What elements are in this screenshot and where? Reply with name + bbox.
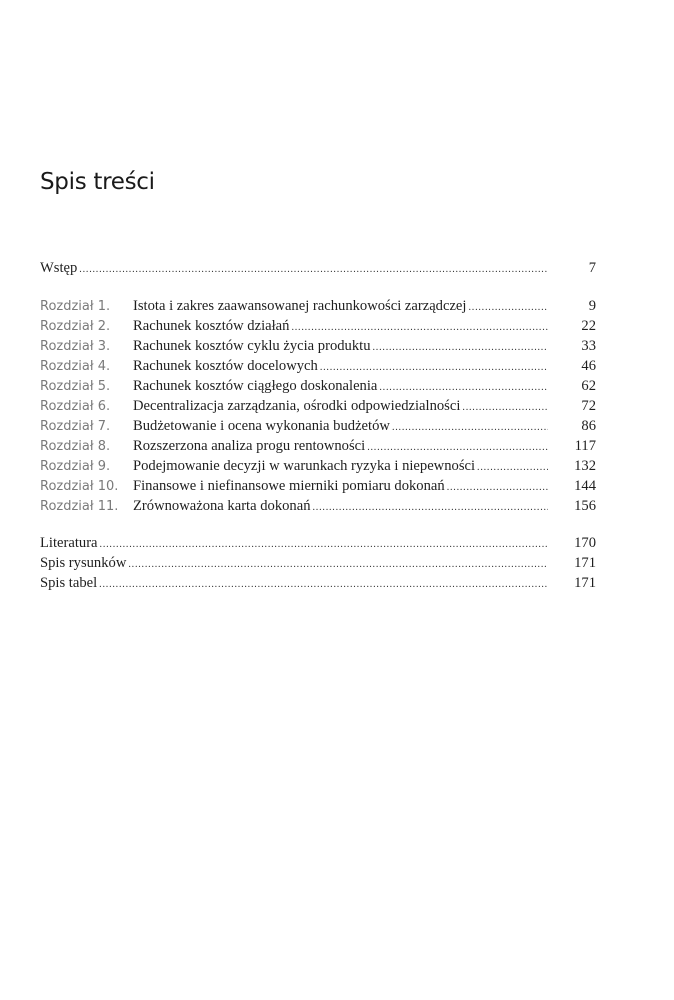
entry-title: Podejmowanie decyzji w warunkach ryzyka i niepewności	[133, 458, 476, 474]
chapter-label: Rozdział 4.	[40, 359, 111, 374]
dot-leader	[291, 319, 548, 337]
entry-title: Spis rysunków	[40, 555, 127, 571]
entry-title: Rachunek kosztów ciągłego doskonalenia	[133, 378, 378, 394]
entry-text	[133, 297, 552, 317]
dot-leader	[100, 536, 548, 554]
page-number: 7	[588, 260, 596, 276]
entry-text	[133, 377, 552, 397]
dot-leader	[477, 459, 548, 477]
page-number: 170	[574, 535, 596, 551]
entry-title: Rachunek kosztów docelowych	[133, 358, 318, 374]
chapter-label: Rozdział 6.	[40, 399, 111, 414]
page-number: 86	[581, 418, 596, 434]
entry-text	[133, 317, 552, 337]
table-of-contents	[40, 0, 596, 1000]
dot-leader	[392, 419, 548, 437]
page-number: 72	[581, 398, 596, 414]
dot-leader	[367, 439, 548, 457]
toc-entry-intro[interactable]	[40, 259, 596, 277]
chapter-label: Rozdział 1.	[40, 299, 111, 314]
chapter-label: Rozdział 9.	[40, 459, 111, 474]
dot-leader	[447, 479, 548, 497]
toc-entry-chapter[interactable]	[40, 417, 596, 435]
dot-leader	[379, 379, 548, 397]
chapter-label: Rozdział 11.	[40, 499, 119, 514]
chapter-label: Rozdział 10.	[40, 479, 119, 494]
chapter-label: Rozdział 2.	[40, 319, 111, 334]
entry-title: Budżetowanie i ocena wykonania budżetów	[133, 418, 390, 434]
entry-title: Spis tabel	[40, 575, 98, 591]
dot-leader	[79, 261, 548, 279]
entry-text	[133, 337, 552, 357]
entry-title: Literatura	[40, 535, 98, 551]
page-number: 171	[574, 575, 596, 591]
chapter-label: Rozdział 8.	[40, 439, 111, 454]
dot-leader	[462, 399, 548, 417]
entry-title: Rachunek kosztów cyklu życia produktu	[133, 338, 371, 354]
entry-text	[133, 437, 552, 457]
entry-text	[40, 259, 552, 279]
toc-entry-back-matter[interactable]	[40, 534, 596, 552]
entry-text	[40, 574, 552, 594]
toc-entry-chapter[interactable]	[40, 437, 596, 455]
toc-entry-chapter[interactable]	[40, 497, 596, 515]
toc-entry-chapter[interactable]	[40, 357, 596, 375]
dot-leader	[99, 576, 548, 594]
dot-leader	[128, 556, 548, 574]
entry-text	[133, 477, 552, 497]
dot-leader	[313, 499, 549, 517]
entry-title: Rachunek kosztów działań	[133, 318, 290, 334]
toc-entry-back-matter[interactable]	[40, 574, 596, 592]
chapter-label: Rozdział 5.	[40, 379, 111, 394]
page-number: 62	[581, 378, 596, 394]
toc-entry-chapter[interactable]	[40, 297, 596, 315]
entry-text	[133, 357, 552, 377]
entry-title: Finansowe i niefinansowe mierniki pomiaru dokonań	[133, 478, 445, 494]
page-number: 132	[574, 458, 596, 474]
toc-entry-chapter[interactable]	[40, 397, 596, 415]
dot-leader	[373, 339, 549, 357]
page-number: 22	[581, 318, 596, 334]
entry-text	[133, 497, 552, 517]
chapter-label: Rozdział 3.	[40, 339, 111, 354]
toc-entry-chapter[interactable]	[40, 457, 596, 475]
page-number: 46	[581, 358, 596, 374]
entry-title: Istota i zakres zaawansowanej rachunkowości zarządczej	[133, 298, 467, 314]
page-number: 117	[574, 438, 596, 454]
page-number: 33	[581, 338, 596, 354]
page-number: 156	[574, 498, 596, 514]
entry-title: Wstęp	[40, 260, 78, 276]
entry-text	[133, 417, 552, 437]
toc-entry-chapter[interactable]	[40, 477, 596, 495]
entry-title: Decentralizacja zarządzania, ośrodki odpowiedzialności	[133, 398, 461, 414]
toc-entry-back-matter[interactable]	[40, 554, 596, 572]
dot-leader	[468, 299, 548, 317]
page-number: 144	[574, 478, 596, 494]
entry-text	[133, 397, 552, 417]
entry-text	[40, 554, 552, 574]
toc-entry-chapter[interactable]	[40, 337, 596, 355]
entry-text	[133, 457, 552, 477]
page-number: 9	[588, 298, 596, 314]
page-number: 171	[574, 555, 596, 571]
entry-text	[40, 534, 552, 554]
entry-title: Rozszerzona analiza progu rentowności	[133, 438, 366, 454]
page-title: Spis treści	[40, 169, 155, 195]
toc-entry-chapter[interactable]	[40, 317, 596, 335]
entry-title: Zrównoważona karta dokonań	[133, 498, 311, 514]
dot-leader	[320, 359, 548, 377]
chapter-label: Rozdział 7.	[40, 419, 111, 434]
toc-entry-chapter[interactable]	[40, 377, 596, 395]
